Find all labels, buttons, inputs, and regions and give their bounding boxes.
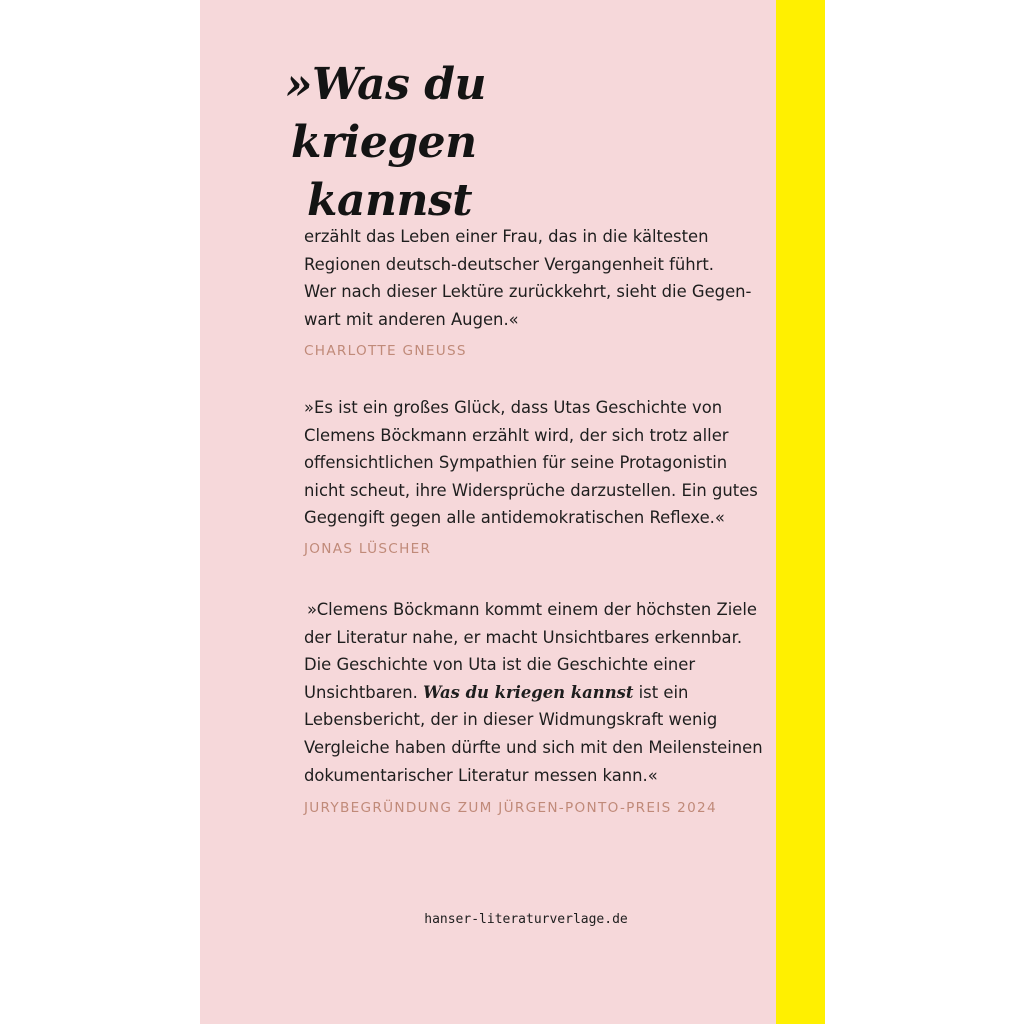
quote-line: erzählt das Leben einer Frau, das in die kältesten xyxy=(304,227,709,246)
quote-line: Vergleiche haben dürfte und sich mit den Meilensteinen xyxy=(304,737,763,757)
book-title-inline: Was du kriegen kannst xyxy=(423,682,634,702)
quote-jury xyxy=(304,596,764,789)
quote-line: Lebensbericht, der in dieser Widmungskraft wenig xyxy=(304,710,718,730)
quote-line: wart mit anderen Augen.« xyxy=(304,309,519,329)
headline-line-2: kriegen xyxy=(291,117,477,168)
quote-line: offensichtlichen Sympathien für seine Protagonistin xyxy=(304,453,728,473)
yellow-spine-strip xyxy=(776,0,825,1024)
quote-line xyxy=(304,679,764,707)
author-luescher: JONAS LÜSCHER xyxy=(304,541,432,557)
quote-text: Unsichtbaren. xyxy=(304,682,424,702)
author-jury: JURYBEGRÜNDUNG ZUM JÜRGEN-PONTO-PREIS 2024 xyxy=(304,800,717,816)
quote-line: »Clemens Böckmann kommt einem der höchsten Ziele xyxy=(307,600,757,619)
quote-line: nicht scheut, ihre Widersprüche darzustellen. Ein gutes xyxy=(304,480,758,500)
quote-text: ist ein xyxy=(633,682,689,702)
author-gneuss: CHARLOTTE GNEUSS xyxy=(304,343,467,359)
quote-line: dokumentarischer Literatur messen kann.« xyxy=(304,765,658,785)
quote-line: der Literatur nahe, er macht Unsichtbares erkennbar. xyxy=(304,627,743,647)
quote-line: Clemens Böckmann erzählt wird, der sich trotz aller xyxy=(304,425,729,445)
quote-line: Die Geschichte von Uta ist die Geschichte einer xyxy=(304,655,696,675)
quote-line: Wer nach dieser Lektüre zurückkehrt, sieht die Gegen- xyxy=(304,282,752,302)
book-title-headline xyxy=(285,56,486,230)
quote-luescher xyxy=(304,394,764,532)
quote-gneuss xyxy=(304,223,764,333)
headline-line-3: kannst xyxy=(307,175,473,226)
headline-line-1: »Was du xyxy=(285,59,486,110)
quote-line: Gegengift gegen alle antidemokratischen Reflexe.« xyxy=(304,508,725,528)
quote-line: Regionen deutsch-deutscher Vergangenheit führt. xyxy=(304,254,714,274)
quote-line: »Es ist ein großes Glück, dass Utas Geschichte von xyxy=(304,398,723,417)
publisher-url: hanser-literaturverlage.de xyxy=(424,912,628,927)
